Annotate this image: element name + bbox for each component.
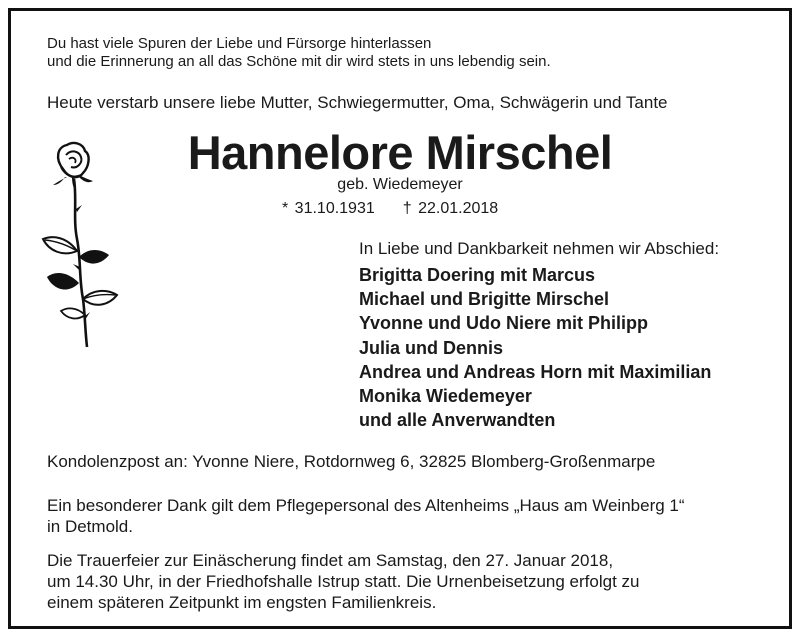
death-date: † 22.01.2018 bbox=[402, 200, 499, 217]
intro-line: Heute verstarb unsere liebe Mutter, Schwiegermutter, Oma, Schwägerin und Tante bbox=[47, 93, 668, 112]
funeral-line-2: um 14.30 Uhr, in der Friedhofshalle Istrup statt. Die Urnenbeisetzung erfolgt zu bbox=[47, 572, 640, 591]
motto-quote bbox=[47, 35, 551, 71]
motto-line-2: und die Erinnerung an all das Schöne mit dir wird stets in uns lebendig sein. bbox=[47, 53, 551, 70]
birth-name: geb. Wiedemeyer bbox=[337, 176, 463, 193]
life-dates bbox=[282, 200, 498, 218]
condolence-address: Kondolenzpost an: Yvonne Niere, Rotdornweg 6, 32825 Blomberg-Großenmarpe bbox=[47, 452, 656, 471]
mourner-item: Monika Wiedemeyer bbox=[359, 386, 532, 407]
mourner-item: Yvonne und Udo Niere mit Philipp bbox=[359, 313, 649, 334]
thanks-paragraph bbox=[47, 495, 685, 537]
mourner-item: Michael und Brigitte Mirschel bbox=[359, 289, 610, 310]
mourner-item: und alle Anverwandten bbox=[359, 410, 556, 431]
thanks-line-2: in Detmold. bbox=[47, 517, 133, 536]
obituary-frame bbox=[8, 8, 792, 629]
mourner-item: Julia und Dennis bbox=[359, 337, 504, 358]
funeral-line-1: Die Trauerfeier zur Einäscherung findet am Samstag, den 27. Januar 2018, bbox=[47, 551, 614, 570]
farewell-line: In Liebe und Dankbarkeit nehmen wir Abschied: bbox=[359, 239, 720, 258]
mourner-item: Brigitta Doering mit Marcus bbox=[359, 265, 596, 285]
motto-line-1: Du hast viele Spuren der Liebe und Fürsorge hinterlassen bbox=[47, 35, 432, 52]
mourner-item: Andrea und Andreas Horn mit Maximilian bbox=[359, 361, 712, 382]
mourners-list bbox=[359, 263, 711, 432]
birth-date: * 31.10.1931 bbox=[282, 200, 375, 217]
funeral-paragraph bbox=[47, 550, 639, 613]
deceased-name: Hannelore Mirschel bbox=[187, 126, 613, 179]
funeral-line-3: einem späteren Zeitpunkt im engsten Familienkreis. bbox=[47, 593, 437, 612]
thanks-line-1: Ein besonderer Dank gilt dem Pflegepersonal des Altenheims „Haus am Weinberg 1“ bbox=[47, 496, 685, 515]
